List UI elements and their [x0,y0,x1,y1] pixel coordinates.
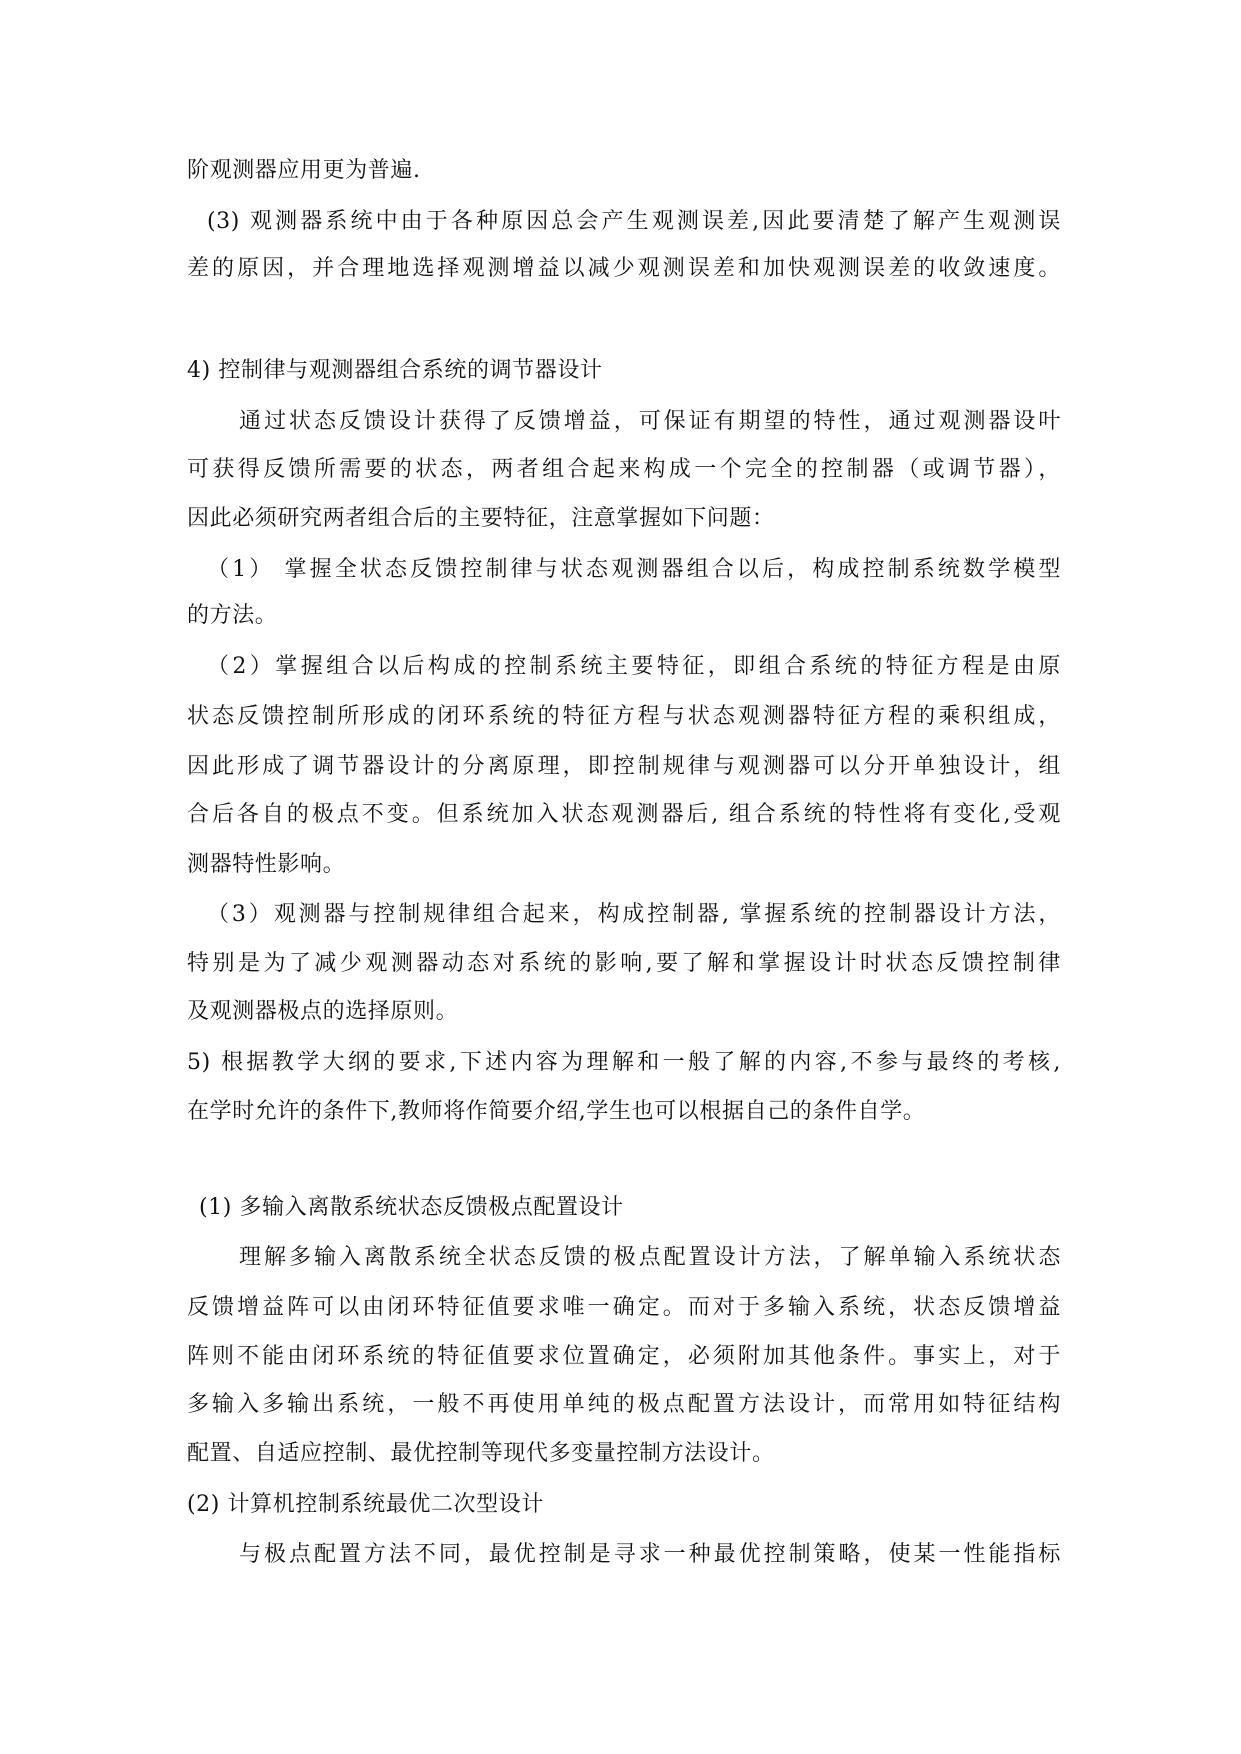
text-line: 及观测器极点的选择原则。 [187,999,459,1024]
text-line: 可获得反馈所需要的状态，两者组合起来构成一个完全的控制器（或调节器）， [187,457,1061,482]
text-line: 状态反馈控制所形成的闭环系统的特征方程与状态观测器特征方程的乘积组成， [187,704,1061,729]
subsection-heading: (2) 计算机控制系统最优二次型设计 [187,1492,544,1517]
text-line: 测器特性影响。 [187,852,346,877]
text-line: 反馈增益阵可以由闭环特征值要求唯一确定。而对于多输入系统，状态反馈增益 [187,1295,1061,1320]
text-line: 在学时允许的条件下,教师将作简要介绍,学生也可以根据自己的条件自学。 [187,1099,926,1124]
text-line: （1） 掌握全状态反馈控制律与状态观测器组合以后，构成控制系统数学模型 [207,557,1061,582]
text-line: 通过状态反馈设计获得了反馈增益，可保证有期望的特性，通过观测器设叶 [239,409,1061,434]
subsection-heading: (1) 多输入离散系统状态反馈极点配置设计 [199,1195,624,1220]
section-heading: 4) 控制律与观测器组合系统的调节器设计 [187,358,603,383]
text-line: (3) 观测器系统中由于各种原因总会产生观测误差,因此要清楚了解产生观测误 [207,209,1061,234]
text-line: 配置、自适应控制、最优控制等现代多变量控制方法设计。 [187,1441,775,1466]
section-heading: 5) 根据教学大纲的要求,下述内容为理解和一般了解的内容,不参与最终的考核, [187,1050,1061,1075]
text-line: 多输入多输出系统，一般不再使用单纯的极点配置方法设计，而常用如特征结构 [187,1392,1061,1417]
text-line: 与极点配置方法不同，最优控制是寻求一种最优控制策略，使某一性能指标 [239,1542,1061,1567]
text-line: 阶观测器应用更为普遍. [187,158,421,183]
text-line: 差的原因，并合理地选择观测增益以减少观测误差和加快观测误差的收敛速度。 [187,256,1061,281]
text-line: 的方法。 [187,603,278,628]
text-line: （2）掌握组合以后构成的控制系统主要特征，即组合系统的特征方程是由原 [207,654,1061,679]
text-line: 阵则不能由闭环系统的特征值要求位置确定，必须附加其他条件。事实上，对于 [187,1344,1061,1369]
text-line: 因此形成了调节器设计的分离原理，即控制规律与观测器可以分开单独设计，组 [187,754,1061,779]
text-line: （3）观测器与控制规律组合起来，构成控制器, 掌握系统的控制器设计方法， [207,902,1061,927]
text-line: 理解多输入离散系统全状态反馈的极点配置设计方法，了解单输入系统状态 [239,1245,1061,1270]
text-line: 特别是为了减少观测器动态对系统的影响,要了解和掌握设计时状态反馈控制律 [187,951,1061,976]
text-line: 合后各自的极点不变。但系统加入状态观测器后, 组合系统的特性将有变化,受观 [187,802,1061,827]
text-line: 因此必须研究两者组合后的主要特征，注意掌握如下问题： [187,506,775,531]
